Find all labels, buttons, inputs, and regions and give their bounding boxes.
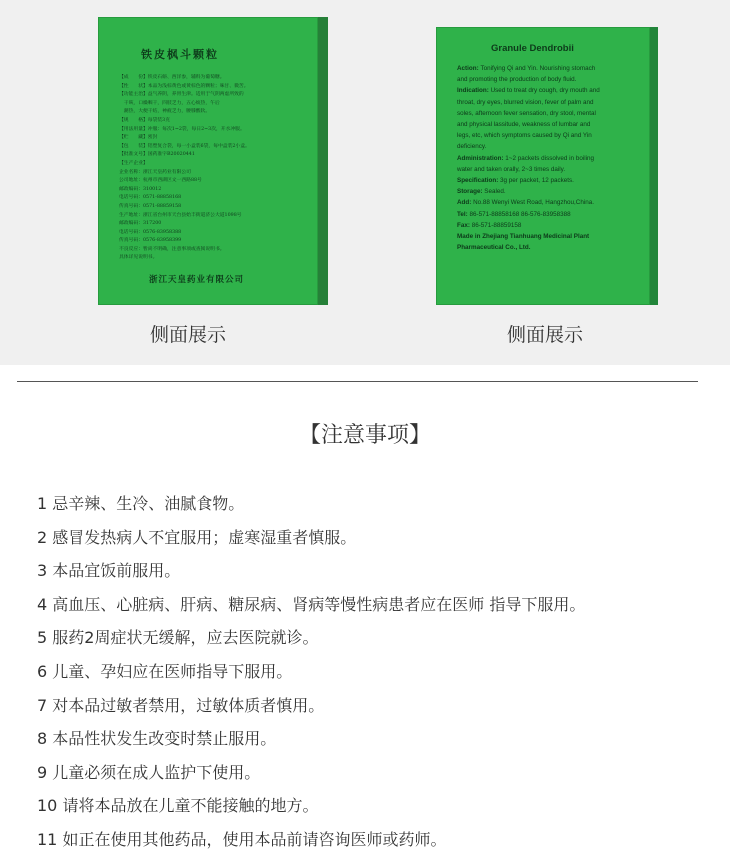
box-label-line: 邮政编码：310012 [119,186,162,192]
box-product-name-en: Granule Dendrobii [491,43,574,54]
label-field-text: soles, afternoon fever sensation, dry stool, mental [457,109,596,117]
label-field-text: legs, etc, which symptoms caused by Qi and Yin [457,132,592,140]
box-label-line: 【包 装】铝塑复合袋，每一小盒装6袋，每中盒装2小盒。 [119,143,250,149]
box-label-line [457,242,645,253]
box-label-line: 潮热，大便干结，神疲乏力，腰膝酸软。 [119,109,211,115]
image-caption-left: 侧面展示 [150,324,227,346]
box-face [98,17,318,305]
box-label-line: 【贮 藏】密封 [119,135,158,141]
box-label-line [457,119,645,130]
notice-item: 6 儿童、孕妇应在医师指导下服用。 [37,661,293,681]
box-label-line: 传真号码：0571-88859158 [119,203,182,209]
box-label-line: 生产地址：浙江省台州市天台县始丰街道济公大道1098号 [119,212,242,218]
label-field-text: throat, dry eyes, blurred vision, fever of palm and [457,98,594,106]
box-label-line: 公司地址：杭州市西湖区文一西路88号 [119,178,202,184]
notice-item: 7 对本品过敏者禁用，过敏体质者慎用。 [37,695,325,715]
box-label-line: 企业名称：浙江天皇药业有限公司 [119,169,191,175]
label-field-text: 3g per packet, 12 packets. [500,177,574,185]
label-field-text: and promoting the production of body fluid. [457,76,577,84]
notice-item: 3 本品宜饭前服用。 [37,561,181,581]
box-label-line [457,186,645,197]
box-label-line [457,97,645,108]
box-label-line: 【用法用量】冲服：每次1~2袋，每日2~3次，开水冲服。 [119,126,245,132]
box-label-line [457,220,645,231]
label-field-name: Made in Zhejiang Tianhuang Medicinal Plant [457,233,590,241]
box-label-line [457,85,645,96]
label-field-name: Fax: [457,221,472,229]
label-field-name: Administration: [457,154,506,162]
label-field-name: Tel: [457,210,470,218]
notice-item: 2 感冒发热病人不宜服用；虚寒湿重者慎服。 [37,527,357,547]
box-label-text-cn [119,74,309,263]
box-label-line: 【功能主治】益气养阴，养胃生津。适用于气阴两虚所致的 [119,92,244,98]
notice-list [37,487,585,857]
box-label-line [457,175,645,186]
label-field-name: Action: [457,65,481,72]
notice-item: 8 本品性状发生改变时禁止服用。 [37,729,277,749]
label-field-name: Add: [457,199,474,207]
label-field-text: 86-571-88859158 [471,221,522,229]
box-label-line [457,231,645,242]
notice-item: 1 忌辛辣、生冷、油腻食物。 [37,494,245,513]
box-label-line: 电话号码：0576-83958388 [119,229,182,235]
box-label-line: 干咳，口燥咽干，四肢乏力，五心烦热，午后 [119,100,220,106]
notice-item: 11 如正在使用其他药品，使用本品前请咨询医师或药师。 [37,829,447,849]
label-field-text: and physical lassitude, weakness of lumbar and [457,121,591,129]
notice-item: 9 儿童必须在成人监护下使用。 [37,762,261,782]
image-caption-right: 侧面展示 [507,324,584,346]
box-label-line [457,141,645,152]
label-field-name: Storage: [457,188,485,196]
box-label-line: 邮政编码：317200 [119,221,162,227]
label-field-text: water and taken orally, 2~3 times daily. [457,165,566,173]
label-field-text: Used to treat dry cough, dry mouth and [490,87,600,95]
box-label-line: 【性 状】本品为浅棕黄色或黄棕色的颗粒；味甘、微苦。 [119,83,249,89]
label-field-text: 86-571-88858168 86-576-83958388 [469,210,571,218]
box-label-line [457,63,645,74]
label-field-text: Tonifying Qi and Yin. Nourishing stomach [480,65,596,72]
box-label-text-en [457,63,645,253]
label-field-name: Specification: [457,177,501,185]
box-label-line: 传真号码：0576-83958399 [119,238,182,244]
label-field-text: No.88 Wenyi West Road, Hangzhou,China. [473,199,594,207]
box-label-line: 【批准文号】国药准字B20020441 [119,152,195,158]
box-label-line: 【生产企业】 [119,160,148,166]
label-field-text: deficiency. [457,143,487,151]
box-label-line [457,153,645,164]
box-label-line: 电话号码：0571-88858168 [119,195,182,201]
box-product-name-cn: 铁皮枫斗颗粒 [141,48,219,61]
box-label-line [457,164,645,175]
label-field-name: Pharmaceutical Co., Ltd. [457,244,531,252]
product-photo-area [0,0,730,365]
label-field-text: 1~2 packets dissolved in boiling [505,154,595,162]
notice-item: 10 请将本品放在儿童不能接触的地方。 [37,796,319,816]
english-box-side-image [436,27,658,305]
box-label-line [457,74,645,85]
box-manufacturer-cn: 浙江天皇药业有限公司 [149,275,245,285]
label-field-name: Indication: [457,87,491,95]
box-label-line: 不良反应：暂尚不明确，注意事项或查阅说明书。 [119,246,225,252]
box-label-line [457,197,645,208]
box-label-line: 【成 份】铁皮石斛、西洋参，辅料为葡萄糖。 [119,75,225,80]
notice-item: 5 服药2周症状无缓解，应去医院就诊。 [37,628,319,648]
label-field-text: Sealed. [484,188,506,196]
box-label-line [457,130,645,141]
box-label-line [457,108,645,119]
notice-item: 4 高血压、心脏病、肝病、糖尿病、肾病等慢性病患者应在医师 指导下服用。 [37,594,586,614]
box-face [436,27,650,305]
chinese-box-side-image [98,17,328,305]
notice-heading: 【注意事项】 [298,423,431,448]
box-label-line: 具体详见说明书。 [119,255,158,261]
box-label-line [457,209,645,220]
box-label-line: 【规 格】每袋装3克 [119,117,171,123]
section-divider [17,381,698,382]
